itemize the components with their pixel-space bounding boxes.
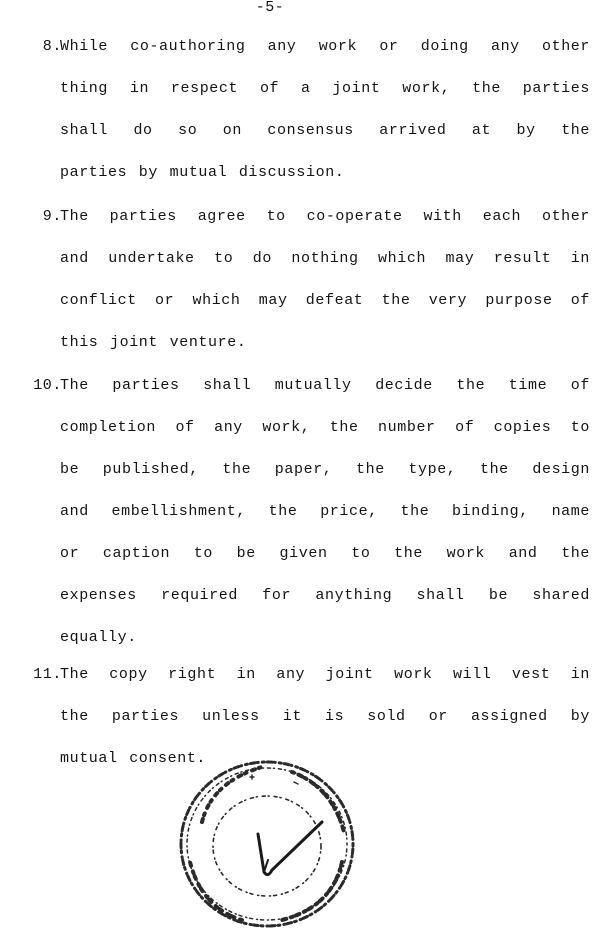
clause-number: 9. (42, 208, 62, 225)
clause-line: mutual consent. (60, 750, 207, 767)
clause-line: parties by mutual discussion. (60, 164, 345, 181)
clause-line: or caption to be given to the work and the (60, 545, 590, 562)
clause-number: 8. (42, 38, 62, 55)
clause-line: and undertake to do nothing which may result in (60, 250, 590, 267)
clause-line: this joint venture. (60, 334, 247, 351)
clause-line: conflict or which may defeat the very purpose of (60, 292, 590, 309)
clause-line: The parties shall mutually decide the time of (60, 377, 590, 394)
clause-text (60, 365, 590, 659)
clause-line: thing in respect of a joint work, the parties (60, 80, 590, 97)
clause-line: completion of any work, the number of copies to (60, 419, 590, 436)
seal-stamp-icon (172, 752, 362, 932)
clause-text (60, 196, 590, 364)
page-number: -5- (255, 0, 285, 16)
clause-number: 11. (33, 666, 62, 683)
clause-line: the parties unless it is sold or assigned by (60, 708, 590, 725)
clause-line: and embellishment, the price, the binding, name (60, 503, 590, 520)
clause-line: While co-authoring any work or doing any other (60, 38, 590, 55)
clause-line: be published, the paper, the type, the design (60, 461, 590, 478)
clause-line: shall do so on consensus arrived at by the (60, 122, 590, 139)
clause-line: The parties agree to co-operate with each other (60, 208, 590, 225)
clause-line: expenses required for anything shall be shared (60, 587, 590, 604)
clause-line: equally. (60, 629, 137, 646)
clause-line: The copy right in any joint work will vest in (60, 666, 590, 683)
clause-text (60, 26, 590, 194)
clause-number: 10. (33, 377, 62, 394)
